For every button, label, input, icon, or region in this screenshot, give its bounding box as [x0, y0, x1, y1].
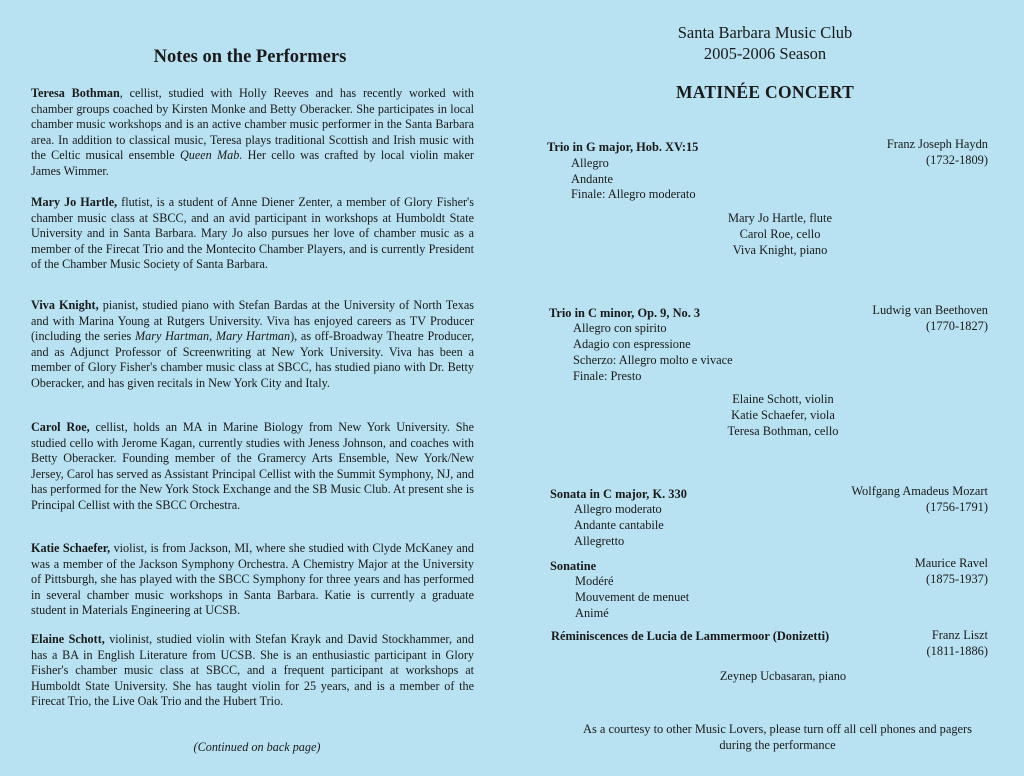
movement: Andante cantabile: [574, 518, 664, 532]
bio-name: Viva Knight,: [31, 298, 99, 312]
bio-text: cellist, holds an MA in Marine Biology from New York University. She studied cello with Jerome Kagan, currently studies with Jeness Johnson, and coaches with Betty Oberacker. Founding member of the Gramercy Arts Ensemble, New York/New Jersey, Carol has served as Assistant Principal Cellist with the Summit Symphony, NJ, and has performed for the New York Stock Exchange and the SB Music Club. At present she is Principal Cellist with the SBCC Orchestra.: [31, 420, 474, 512]
courtesy-line: during the performance: [719, 738, 836, 752]
movement: Allegro: [571, 156, 609, 170]
movement: Finale: Allegro moderato: [571, 187, 696, 201]
bio-viva-knight: [31, 298, 474, 391]
bio-katie-schaefer: [31, 541, 474, 619]
work-title: Trio in G major, Hob. XV:15: [547, 140, 699, 154]
movement: Allegretto: [574, 534, 625, 548]
concert-title: MATINÉE CONCERT: [675, 82, 855, 102]
work-title: Sonata in C major, K. 330: [550, 487, 687, 501]
movement: Animé: [575, 606, 609, 620]
performer: Elaine Schott, violin: [732, 392, 834, 406]
bio-text: violinist, studied violin with Stefan Krayk and David Stockhammer, and has a BA in English Literature from UCSB. She is an enthusiastic participant in Glory Fisher's chamber music class at SBCC, and a frequent participant at workshops at Humboldt State University. She has taught violin for 25 years, and is a member of the Firecat Trio, the Live Oak Trio and the Hubert Trio.: [31, 632, 474, 708]
bio-text: pianist, studied piano with Stefan Bardas at the University of North Texas and with Marina Young at Rutgers University. Viva has enjoyed careers as TV Producer (including the series: [31, 298, 474, 343]
composer-dates: (1732-1809): [926, 153, 988, 167]
performer: Mary Jo Hartle, flute: [728, 211, 832, 225]
bio-italic: Queen Mab.: [179, 148, 243, 162]
composer-dates: (1875-1937): [926, 572, 988, 586]
movement: Modéré: [575, 574, 614, 588]
movement: Allegro moderato: [574, 502, 662, 516]
bio-name: Mary Jo Hartle,: [31, 195, 118, 209]
bio-teresa-bothman: [31, 86, 474, 179]
season: 2005-2006 Season: [703, 44, 827, 63]
notes-page: [0, 0, 500, 776]
bio-name: Katie Schaefer,: [31, 541, 111, 555]
courtesy-line: As a courtesy to other Music Lovers, please turn off all cell phones and pagers: [583, 722, 972, 736]
movement: Andante: [571, 172, 613, 186]
bio-name: Carol Roe,: [31, 420, 90, 434]
composer: [872, 302, 988, 334]
work-title: Sonatine: [550, 559, 597, 573]
notes-title: Notes on the Performers: [153, 47, 347, 67]
movement: Allegro con spirito: [573, 321, 667, 335]
bio-name: Teresa Bothman: [31, 86, 120, 100]
bio-text: ), as off-Broadway Theatre Producer, and as Adjunct Professor of Screenwriting at New York University. Viva has been a member of Glory Fisher's chamber music class at SBCC, has studied piano with Dr. Betty Oberacker, and has given recitals in New York City and Italy.: [31, 329, 474, 390]
composer-name: Franz Liszt: [931, 628, 988, 642]
performer: Katie Schaefer, viola: [731, 408, 835, 422]
work-title: Réminiscences de Lucia de Lammermoor (Donizetti): [551, 629, 830, 643]
composer: [915, 555, 988, 587]
bio-carol-roe: [31, 420, 474, 513]
bio-mary-jo-hartle: [31, 195, 474, 273]
composer-dates: (1811-1886): [926, 644, 988, 658]
performer: Carol Roe, cello: [739, 227, 821, 241]
performer: Zeynep Ucbasaran, piano: [719, 669, 847, 683]
composer: [887, 136, 988, 168]
bio-text: flutist, is a student of Anne Diener Zenter, a member of Glory Fisher's chamber music class at SBCC, and an avid participant in workshops at Humboldt State University and in Santa Barbara. Mary Jo also pursues her love of chamber music as a member of the Firecat Trio and the Montecito Chamber Players, and is currently President of the Chamber Music Society of Santa Barbara.: [31, 195, 474, 271]
bio-name: Elaine Schott,: [31, 632, 105, 646]
movement: Finale: Presto: [573, 369, 642, 383]
club-header: [665, 22, 865, 64]
performer: Viva Knight, piano: [732, 243, 828, 257]
composer-name: Maurice Ravel: [914, 556, 988, 570]
courtesy-note: [555, 721, 1000, 753]
movement: Adagio con espressione: [573, 337, 691, 351]
composer-name: Ludwig van Beethoven: [872, 303, 988, 317]
performers: [695, 210, 865, 258]
movement: Mouvement de menuet: [575, 590, 690, 604]
bio-text: violist, is from Jackson, MI, where she studied with Clyde McKaney and was a member of the Jackson Symphony Orchestra. A Chemistry Major at the University of Pittsburgh, she has played with the SBCC Symphony for three years and has performed in several chamber music workshops in Santa Barbara. Katie is currently a graduate student in Materials Engineering at UCSB.: [31, 541, 474, 617]
composer-name: Franz Joseph Haydn: [886, 137, 988, 151]
composer-name: Wolfgang Amadeus Mozart: [851, 484, 988, 498]
composer-dates: (1756-1791): [926, 500, 988, 514]
movement: Scherzo: Allegro molto e vivace: [573, 353, 733, 367]
composer-dates: (1770-1827): [926, 319, 988, 333]
composer: [851, 483, 988, 515]
bio-text: Her cello was crafted by local violin maker James Wimmer.: [31, 148, 474, 178]
work-title: Trio in C minor, Op. 9, No. 3: [549, 306, 701, 320]
club-name: Santa Barbara Music Club: [677, 23, 853, 42]
bio-italic: Mary Hartman, Mary Hartman: [134, 329, 291, 343]
performers: [698, 391, 868, 439]
continued-note: (Continued on back page): [193, 740, 321, 754]
composer: [927, 627, 988, 659]
program-page: [520, 0, 1024, 776]
bio-text: , cellist, studied with Holly Reeves and has recently worked with chamber groups coached by Kirsten Monke and Betty Oberacker. She participates in local chamber music workshops and is an active chamber music performer in the Santa Barbara area. In addition to classical music, Teresa plays traditional Scottish and Irish music with the Celtic musical ensemble: [31, 86, 474, 162]
performer: Teresa Bothman, cello: [727, 424, 839, 438]
bio-elaine-schott: [31, 632, 474, 710]
